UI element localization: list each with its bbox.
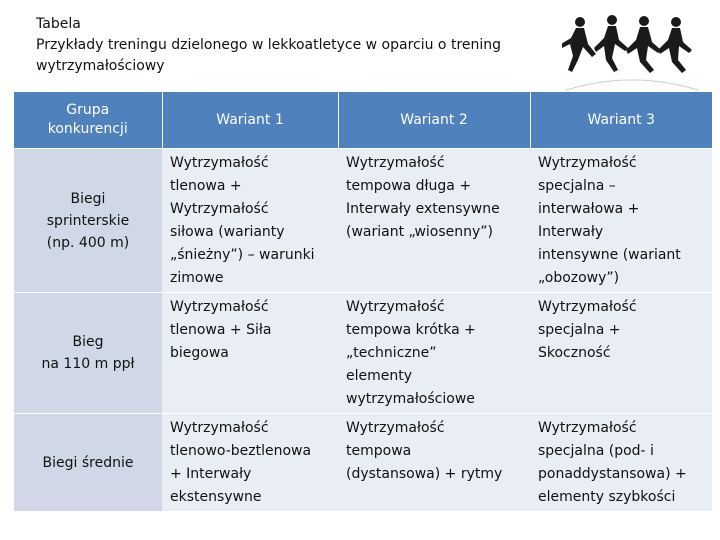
cell-variant-3: Wytrzymałość specjalna – interwałowa + Interwały intensywne (wariant „obozowy”) bbox=[530, 149, 712, 293]
cell-variant-1: Wytrzymałość tlenowa + Wytrzymałość siłowa (warianty „śnieżny”) – warunki zimowe bbox=[162, 149, 338, 293]
cell-variant-1: Wytrzymałość tlenowo-beztlenowa + Interwały ekstensywne bbox=[162, 414, 338, 512]
cell-variant-2: Wytrzymałość tempowa krótka + „techniczne” elementy wytrzymałościowe bbox=[338, 293, 530, 414]
title-line-2: Przykłady treningu dzielonego w lekkoatletyce w oparciu o trening bbox=[36, 37, 502, 53]
row-group-label: Biegi sprinterskie (np. 400 m) bbox=[14, 149, 162, 293]
row-group-label: Biegi średnie bbox=[14, 414, 162, 512]
header-group: Grupa konkurencji bbox=[14, 92, 162, 149]
title-line-3: wytrzymałościowy bbox=[36, 58, 165, 74]
table-row bbox=[14, 149, 712, 293]
slide-title bbox=[36, 14, 596, 77]
table-header-row bbox=[14, 92, 712, 149]
header-variant-3: Wariant 3 bbox=[530, 92, 712, 149]
cell-variant-3: Wytrzymałość specjalna + Skoczność bbox=[530, 293, 712, 414]
table-row bbox=[14, 293, 712, 414]
runners-silhouette-icon bbox=[562, 10, 702, 100]
table-row bbox=[14, 414, 712, 512]
header-variant-1: Wariant 1 bbox=[162, 92, 338, 149]
cell-variant-2: Wytrzymałość tempowa (dystansowa) + rytmy bbox=[338, 414, 530, 512]
row-group-label: Bieg na 110 m ppł bbox=[14, 293, 162, 414]
header-variant-2: Wariant 2 bbox=[338, 92, 530, 149]
training-table bbox=[14, 92, 712, 511]
title-line-1: Tabela bbox=[36, 16, 81, 32]
cell-variant-3: Wytrzymałość specjalna (pod- i ponaddystansowa) + elementy szybkości bbox=[530, 414, 712, 512]
cell-variant-2: Wytrzymałość tempowa długa + Interwały extensywne (wariant „wiosenny”) bbox=[338, 149, 530, 293]
cell-variant-1: Wytrzymałość tlenowa + Siła biegowa bbox=[162, 293, 338, 414]
